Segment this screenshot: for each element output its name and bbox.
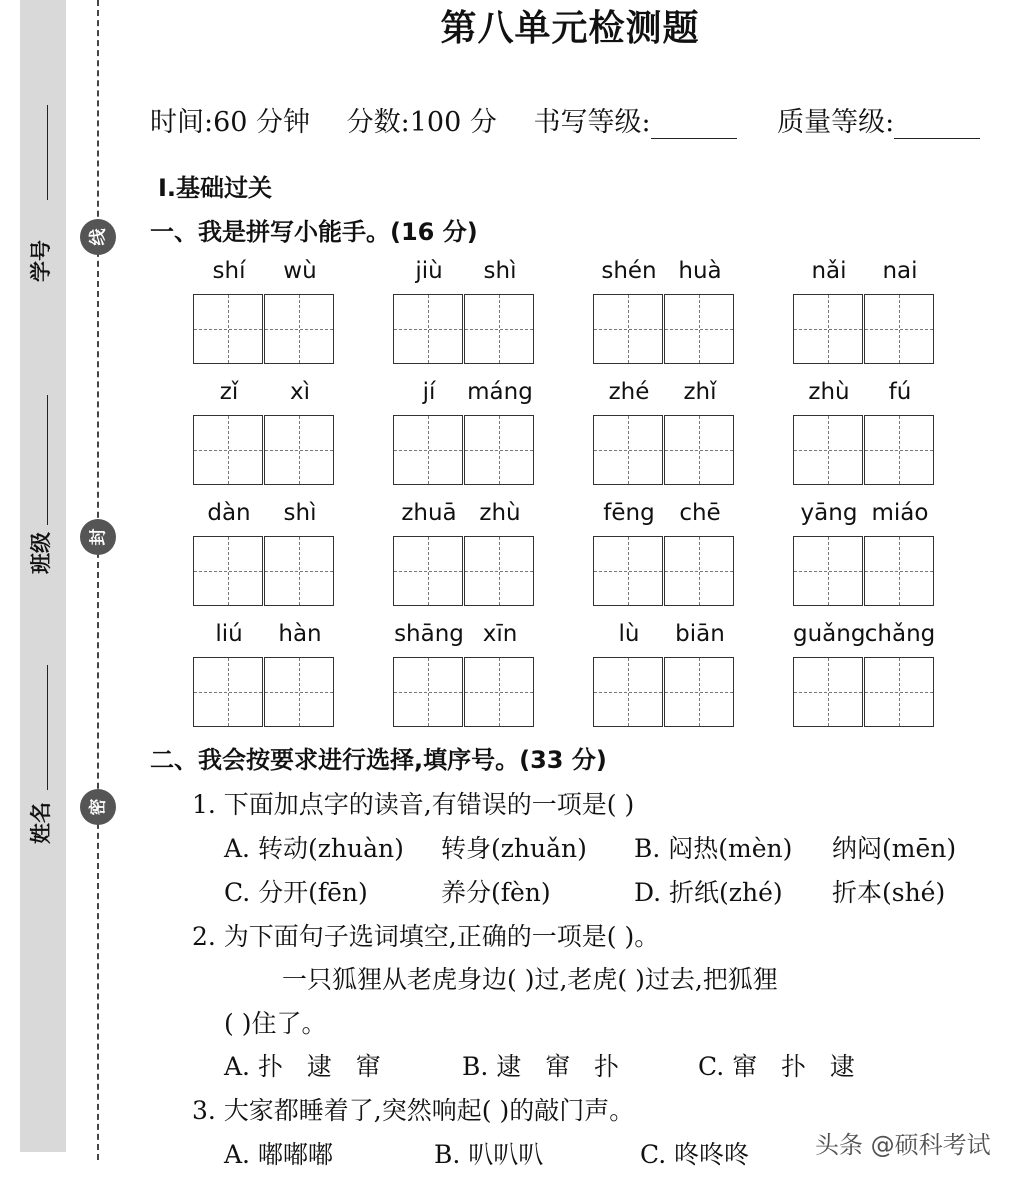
seal-line: 线 bbox=[80, 219, 116, 255]
writing-grid-box[interactable] bbox=[464, 415, 534, 485]
pinyin-syllable: miáo bbox=[871, 500, 929, 526]
pinyin-syllable: zhù bbox=[808, 379, 850, 405]
pinyin-syllable: chǎng bbox=[864, 621, 936, 647]
question-3-stem: 3. 大家都睡着了,突然响起( )的敲门声。 bbox=[192, 1096, 635, 1125]
pinyin-syllable: guǎng bbox=[793, 621, 866, 647]
pinyin-syllable: nǎi bbox=[811, 258, 847, 284]
pinyin-syllable: shì bbox=[483, 258, 517, 284]
writing-grid-box[interactable] bbox=[393, 294, 463, 364]
writing-grid-box[interactable] bbox=[264, 415, 334, 485]
seal-secret: 密 bbox=[80, 789, 116, 825]
class-blank bbox=[47, 395, 48, 525]
writing-grid-box[interactable] bbox=[193, 415, 263, 485]
page-title: 第八单元检测题 bbox=[440, 7, 700, 49]
q1-option-b1: B. 闷热(mèn) bbox=[634, 834, 793, 863]
student-no-label: 学号 bbox=[29, 240, 53, 282]
q1-option-d2: 折本(shé) bbox=[832, 878, 946, 907]
quality-grade-blank[interactable] bbox=[894, 112, 980, 139]
writing-grid-box[interactable] bbox=[664, 415, 734, 485]
q2-option-a: A. 扑 逮 窜 bbox=[224, 1052, 381, 1081]
writing-grid-box[interactable] bbox=[593, 657, 663, 727]
q1-option-a2: 转身(zhuǎn) bbox=[441, 834, 587, 863]
seal-seal: 封 bbox=[80, 519, 116, 555]
writing-grid-box[interactable] bbox=[464, 536, 534, 606]
writing-grid-box[interactable] bbox=[264, 294, 334, 364]
writing-grid-box[interactable] bbox=[264, 657, 334, 727]
pinyin-syllable: biān bbox=[675, 621, 725, 647]
pinyin-syllable: máng bbox=[467, 379, 533, 405]
quality-grade-label: 质量等级: bbox=[777, 107, 895, 138]
writing-grade-blank[interactable] bbox=[651, 112, 737, 139]
section2-heading: 二、我会按要求进行选择,填序号。(33 分) bbox=[150, 746, 607, 774]
q3-option-a: A. 嘟嘟嘟 bbox=[224, 1140, 333, 1169]
writing-grid-box[interactable] bbox=[793, 294, 863, 364]
pinyin-syllable: shí bbox=[212, 258, 246, 284]
writing-grid-box[interactable] bbox=[464, 657, 534, 727]
score-info: 分数:100 分 bbox=[346, 107, 497, 138]
writing-grid-box[interactable] bbox=[393, 657, 463, 727]
cut-line bbox=[97, 0, 99, 1160]
question-1-stem: 1. 下面加点字的读音,有错误的一项是( ) bbox=[192, 790, 635, 819]
writing-grid-box[interactable] bbox=[864, 536, 934, 606]
part-heading: Ⅰ.基础过关 bbox=[158, 174, 273, 202]
q3-option-b: B. 叭叭叭 bbox=[434, 1140, 544, 1169]
writing-grid-box[interactable] bbox=[193, 536, 263, 606]
q1-option-c1: C. 分开(fēn) bbox=[224, 878, 368, 907]
pinyin-syllable: wù bbox=[283, 258, 317, 284]
pinyin-syllable: xīn bbox=[482, 621, 518, 647]
q1-option-a1: A. 转动(zhuàn) bbox=[224, 834, 404, 863]
writing-grid-box[interactable] bbox=[864, 657, 934, 727]
pinyin-syllable: huà bbox=[678, 258, 722, 284]
writing-grid-box[interactable] bbox=[864, 415, 934, 485]
class-label: 班级 bbox=[29, 532, 53, 574]
pinyin-syllable: yāng bbox=[800, 500, 858, 526]
question-2-stem: 2. 为下面句子选词填空,正确的一项是( )。 bbox=[192, 922, 660, 951]
pinyin-syllable: chē bbox=[679, 500, 721, 526]
student-no-blank bbox=[47, 105, 48, 200]
pinyin-syllable: zhù bbox=[479, 500, 521, 526]
pinyin-syllable: fēng bbox=[603, 500, 655, 526]
name-blank bbox=[47, 665, 48, 790]
writing-grid-box[interactable] bbox=[793, 415, 863, 485]
q1-option-c2: 养分(fèn) bbox=[441, 878, 551, 907]
question-2-sentence-line1: 一只狐狸从老虎身边( )过,老虎( )过去,把狐狸 bbox=[282, 965, 778, 994]
writing-grid-box[interactable] bbox=[664, 536, 734, 606]
writing-grid-box[interactable] bbox=[593, 294, 663, 364]
writing-grid-box[interactable] bbox=[193, 294, 263, 364]
pinyin-syllable: zǐ bbox=[219, 379, 239, 405]
binding-margin bbox=[20, 0, 66, 1152]
writing-grid-box[interactable] bbox=[193, 657, 263, 727]
writing-grid-box[interactable] bbox=[393, 536, 463, 606]
pinyin-syllable: zhǐ bbox=[683, 379, 717, 405]
pinyin-syllable: shén bbox=[601, 258, 657, 284]
q1-option-b2: 纳闷(mēn) bbox=[832, 834, 957, 863]
section1-heading: 一、我是拼写小能手。(16 分) bbox=[150, 218, 478, 246]
question-2-sentence-line2: ( )住了。 bbox=[224, 1009, 327, 1038]
writing-grid-box[interactable] bbox=[864, 294, 934, 364]
pinyin-syllable: xì bbox=[289, 379, 310, 405]
q3-option-c: C. 咚咚咚 bbox=[640, 1140, 750, 1169]
writing-grid-box[interactable] bbox=[793, 657, 863, 727]
writing-grid-box[interactable] bbox=[264, 536, 334, 606]
pinyin-syllable: dàn bbox=[207, 500, 251, 526]
exam-info bbox=[150, 100, 1008, 139]
writing-grid-box[interactable] bbox=[593, 415, 663, 485]
writing-grid-box[interactable] bbox=[464, 294, 534, 364]
q2-option-c: C. 窜 扑 逮 bbox=[698, 1052, 855, 1081]
watermark: 头条 @硕科考试 bbox=[815, 1131, 991, 1159]
writing-grid-box[interactable] bbox=[793, 536, 863, 606]
writing-grade-label: 书写等级: bbox=[533, 107, 651, 138]
name-label: 姓名 bbox=[29, 802, 53, 844]
q2-option-b: B. 逮 窜 扑 bbox=[462, 1052, 619, 1081]
pinyin-syllable: jí bbox=[422, 379, 436, 405]
pinyin-syllable: jiù bbox=[415, 258, 443, 284]
writing-grid-box[interactable] bbox=[664, 657, 734, 727]
pinyin-syllable: hàn bbox=[278, 621, 322, 647]
pinyin-syllable: liú bbox=[215, 621, 243, 647]
time-info: 时间:60 分钟 bbox=[150, 107, 311, 138]
pinyin-syllable: nai bbox=[882, 258, 918, 284]
pinyin-syllable: shāng bbox=[394, 621, 464, 647]
pinyin-syllable: lù bbox=[618, 621, 640, 647]
writing-grid-box[interactable] bbox=[664, 294, 734, 364]
pinyin-syllable: zhé bbox=[608, 379, 650, 405]
writing-grid-box[interactable] bbox=[593, 536, 663, 606]
q1-option-d1: D. 折纸(zhé) bbox=[634, 878, 783, 907]
writing-grid-box[interactable] bbox=[393, 415, 463, 485]
pinyin-syllable: zhuā bbox=[401, 500, 457, 526]
pinyin-syllable: shì bbox=[283, 500, 317, 526]
pinyin-syllable: fú bbox=[888, 379, 912, 405]
